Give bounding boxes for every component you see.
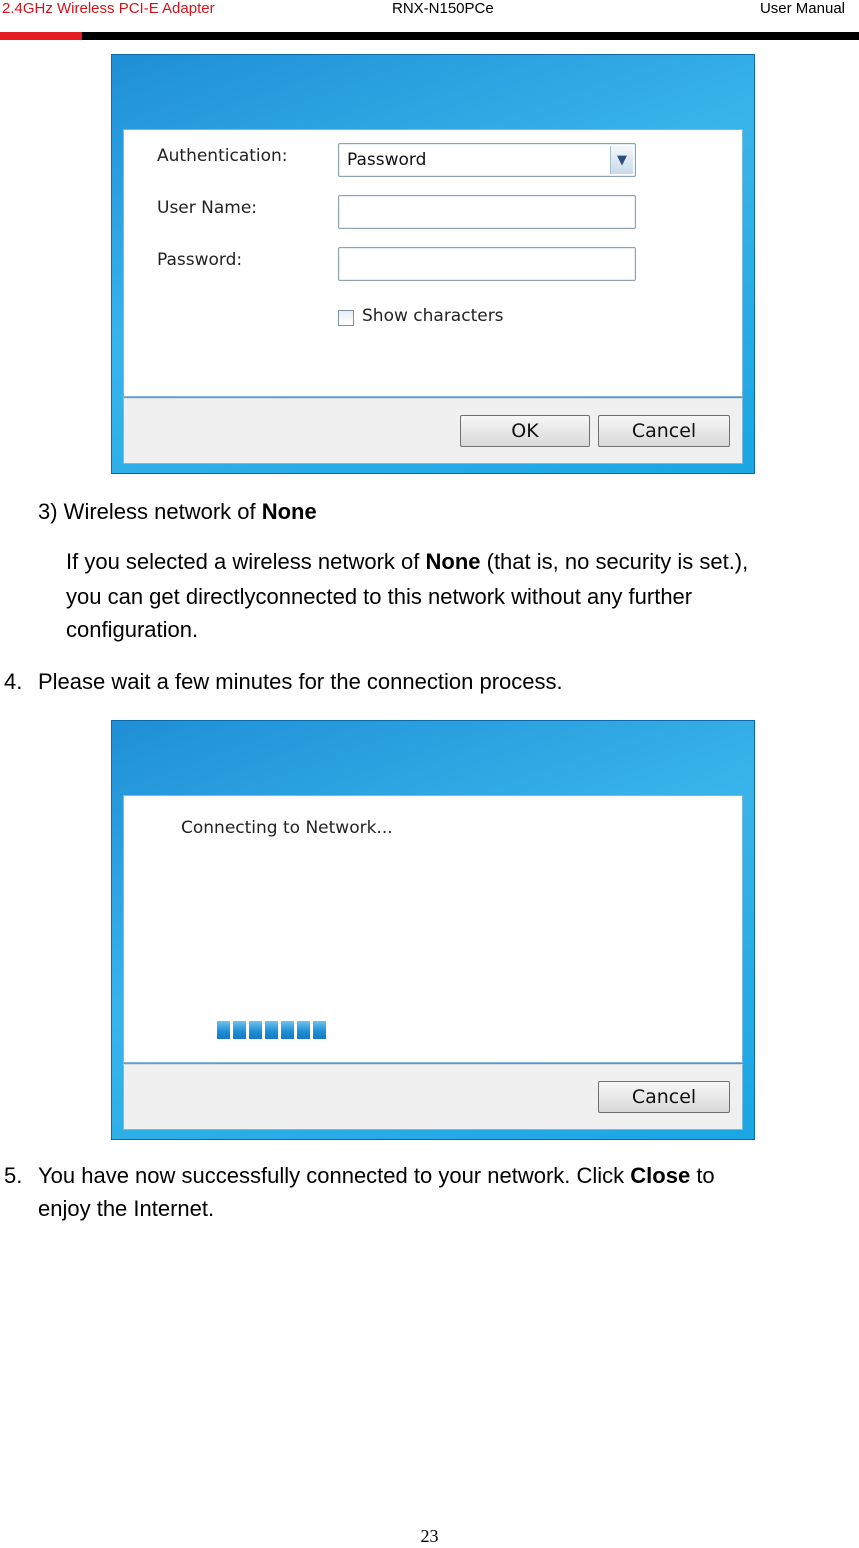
credentials-dialog-screenshot <box>111 54 755 474</box>
cancel-button[interactable]: Cancel <box>598 415 730 447</box>
connecting-dialog-footer <box>123 1064 743 1130</box>
progress-segment <box>297 1021 310 1039</box>
step-4-text: Please wait a few minutes for the connection process. <box>38 669 563 694</box>
paragraph-line-3: configuration. <box>66 617 199 642</box>
item-3-heading: 3) Wireless network of None <box>38 499 317 524</box>
progress-segment <box>313 1021 326 1039</box>
step-5-text-line-2: enjoy the Internet. <box>38 1196 215 1221</box>
header-product: 2.4GHz Wireless PCI-E Adapter <box>2 0 215 17</box>
password-label: Password: <box>157 250 243 270</box>
paragraph-line-1: If you selected a wireless network of None (that is, no security is set.), <box>66 549 749 574</box>
step-5-text: You have now successfully connected to your network. Click Close to <box>38 1163 715 1188</box>
connection-progress-bar <box>217 1021 326 1039</box>
username-input[interactable] <box>338 195 636 229</box>
ok-button[interactable]: OK <box>460 415 590 447</box>
connecting-dialog-body <box>123 795 743 1063</box>
authentication-select[interactable] <box>338 143 636 177</box>
progress-segment <box>281 1021 294 1039</box>
password-input[interactable] <box>338 247 636 281</box>
page-number: 23 <box>420 1526 439 1546</box>
authentication-label: Authentication: <box>157 146 288 166</box>
paragraph-line-2: you can get directlyconnected to this network without any further <box>66 584 693 609</box>
credentials-dialog-footer <box>123 398 743 464</box>
header-rule-black <box>82 32 859 40</box>
authentication-select-value: Password <box>347 150 427 170</box>
connecting-status: Connecting to Network... <box>181 818 393 838</box>
progress-segment <box>233 1021 246 1039</box>
progress-segment <box>217 1021 230 1039</box>
step-4-number: 4. <box>4 669 23 694</box>
credentials-dialog-body <box>123 129 743 397</box>
header-doc-title: User Manual <box>759 0 845 17</box>
chevron-down-icon[interactable]: ▼ <box>610 146 633 174</box>
step-5-bold: Close <box>630 1163 691 1188</box>
connecting-dialog-screenshot <box>111 720 755 1140</box>
item-3-bold: None <box>261 499 317 524</box>
username-label: User Name: <box>157 198 258 218</box>
show-characters-label: Show characters <box>362 306 504 326</box>
step-5-number: 5. <box>4 1163 23 1188</box>
progress-segment <box>265 1021 278 1039</box>
paragraph-bold: None <box>425 549 481 574</box>
header-model: RNX-N150PCe <box>392 0 494 17</box>
progress-segment <box>249 1021 262 1039</box>
header-rule-red <box>0 32 82 40</box>
show-characters-checkbox[interactable] <box>338 310 354 326</box>
cancel-button[interactable]: Cancel <box>598 1081 730 1113</box>
